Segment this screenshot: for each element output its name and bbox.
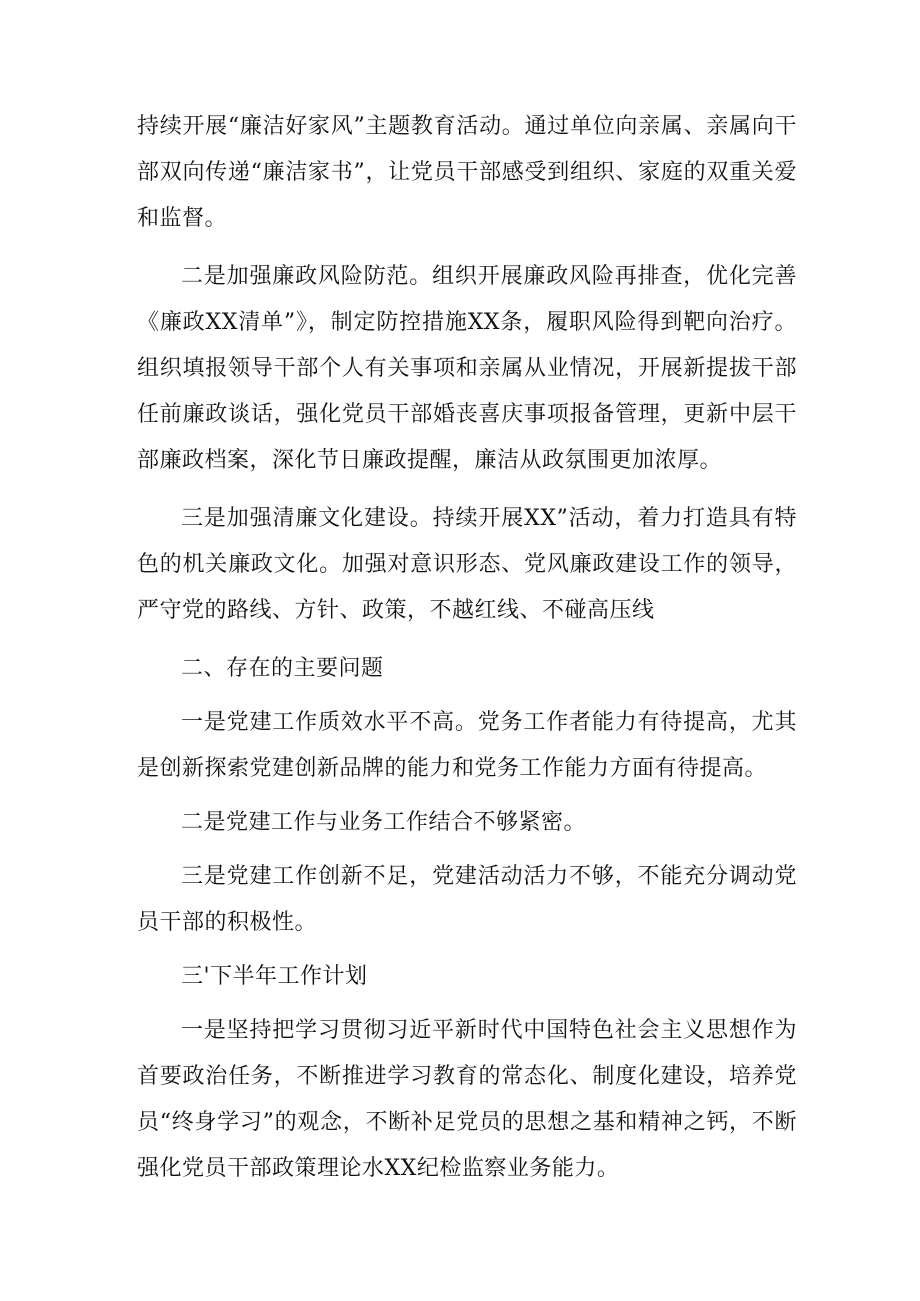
section-heading-work-plan: 三'下半年工作计划 xyxy=(181,964,368,989)
paragraph-clean-culture: 三是加强清廉文化建设。持续开展XX”活动，着力打造具有特色的机关廉政文化。加强对意识形态、党风廉政建设工作的领导，严守党的路线、方针、政策，不越红线、不碰高压线 xyxy=(137,506,797,623)
paragraph-continuation: 持续开展“廉洁好家风”主题教育活动。通过单位向亲属、亲属向干部双向传递“廉洁家书”，让党员干部感受到组织、家庭的双重关爱和监督。 xyxy=(137,114,797,231)
section-heading-main-problems: 二、存在的主要问题 xyxy=(181,656,384,681)
paragraph-problem-quality: 一是党建工作质效水平不高。党务工作者能力有待提高，尤其是创新探索党建创新品牌的能力和党务工作能力方面有待提高。 xyxy=(137,710,797,781)
paragraph-risk-prevention: 二是加强廉政风险防范。组织开展廉政风险再排查，优化完善《廉政XX清单”》，制定防控措施XX条，履职风险得到靶向治疗。组织填报领导干部个人有关事项和亲属从业情况，开展新提拔干部任前廉政谈话，强化党员干部婚丧喜庆事项报备管理，更新中层干部廉政档案，深化节日廉政提醒，廉洁从政氛围更加浓厚。 xyxy=(137,264,797,473)
document-body xyxy=(137,104,797,1192)
paragraph-problem-integration: 二是党建工作与业务工作结合不够紧密。 xyxy=(181,810,587,835)
paragraph-problem-innovation: 三是党建工作创新不足，党建活动活力不够，不能充分调动党员干部的积极性。 xyxy=(137,864,797,935)
paragraph-plan-study: 一是坚持把学习贯彻习近平新时代中国特色社会主义思想作为首要政治任务，不断推进学习教育的常态化、制度化建设，培养党员“终身学习”的观念，不断补足党员的思想之基和精神之钙，不断强化党员干部政策理论水XX纪检监察业务能力。 xyxy=(137,1018,797,1181)
